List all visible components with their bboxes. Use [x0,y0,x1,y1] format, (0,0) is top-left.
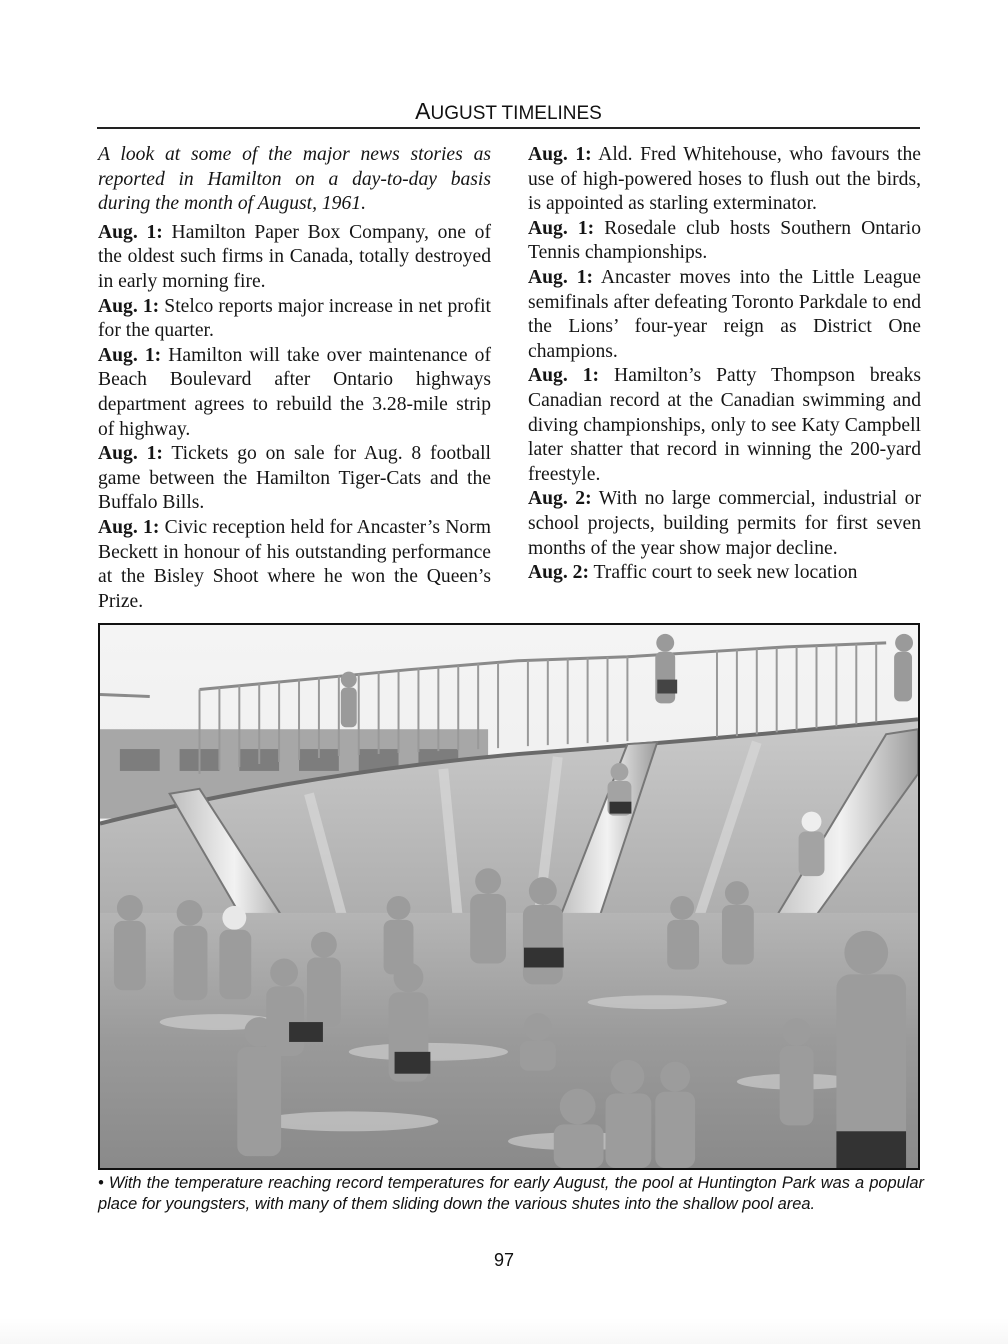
timeline-entry [98,295,491,344]
right-column [528,143,921,586]
entry-date: Aug. 1: [98,516,160,538]
entry-date: Aug. 1: [98,295,160,317]
intro-text: A look at some of the major news stories as reported in Hamilton on a day-to-day basis during the month of August, 1961. [98,144,491,215]
entry-text: Tickets go on sale for Aug. 8 football game between the Hamilton Tiger-Cats and the Buffalo Bills. [98,443,491,514]
timeline-entry [528,217,921,266]
entry-text: Ancaster moves into the Little League semifinals after defeating Toronto Parkdale to end the Lions’ four-year reign as District One champions. [528,266,921,362]
entry-text: With no large commercial, industrial or school projects, building permits for first seven months of the year show major decline. [528,488,921,559]
entry-date: Aug. 1: [528,217,595,239]
entry-date: Aug. 1: [98,221,163,243]
page-header [97,98,920,129]
entry-text: Stelco reports major increase in net profit for the quarter. [98,295,491,342]
entry-date: Aug. 1: [98,344,162,366]
entry-text: Hamilton’s Patty Thompson breaks Canadian record at the Canadian swimming and diving championships, only to see Katy Campbell later shatter that record in winning the 200-yard freestyle. [528,365,921,485]
photo-caption: • With the temperature reaching record temperatures for early August, the pool at Huntington Park was a popular place for youngsters, with many of them sliding down the various shutes into the shallow pool area. [98,1174,924,1213]
entry-date: Aug. 2: [528,488,592,510]
timeline-entry [98,221,491,295]
entry-text: Rosedale club hosts Southern Ontario Tennis championships. [528,217,921,264]
entry-date: Aug. 1: [528,365,600,387]
timeline-entry [98,516,491,614]
entry-date: Aug. 1: [528,144,592,165]
entry-date: Aug. 2: [528,562,589,584]
entry-text: Traffic court to seek new location [588,562,858,584]
page-number: 97 [493,1250,515,1270]
timeline-entry [528,143,921,217]
left-column [98,143,491,614]
header-title-rest: UGUST TIMELINES [430,103,602,124]
entry-text: Hamilton Paper Box Company, one of the oldest such firms in Canada, totally destroyed in early morning fire. [98,221,491,292]
entry-date: Aug. 1: [528,266,594,288]
entry-text: Hamilton will take over maintenance of Beach Boulevard after Ontario highways department agrees to rebuild the 3.28-mile strip of highway. [98,344,491,440]
entry-text: Ald. Fred Whitehouse, who favours the use of high-powered hoses to flush out the birds, is appointed as starling exterminator. [528,144,921,215]
timeline-entry [98,344,491,442]
pool-photo-illustration [100,625,918,1168]
pool-photo [98,623,920,1170]
header-title-initial: A [415,98,431,124]
timeline-entry [528,561,921,586]
entry-text: Civic reception held for Ancaster’s Norm Beckett in honour of his outstanding performance at the Bisley Shoot where he won the Queen’s Prize. [98,516,491,612]
timeline-entry [98,442,491,516]
entry-date: Aug. 1: [98,443,163,465]
timeline-entry [528,266,921,364]
timeline-entry [528,487,921,561]
timeline-entry [528,364,921,487]
